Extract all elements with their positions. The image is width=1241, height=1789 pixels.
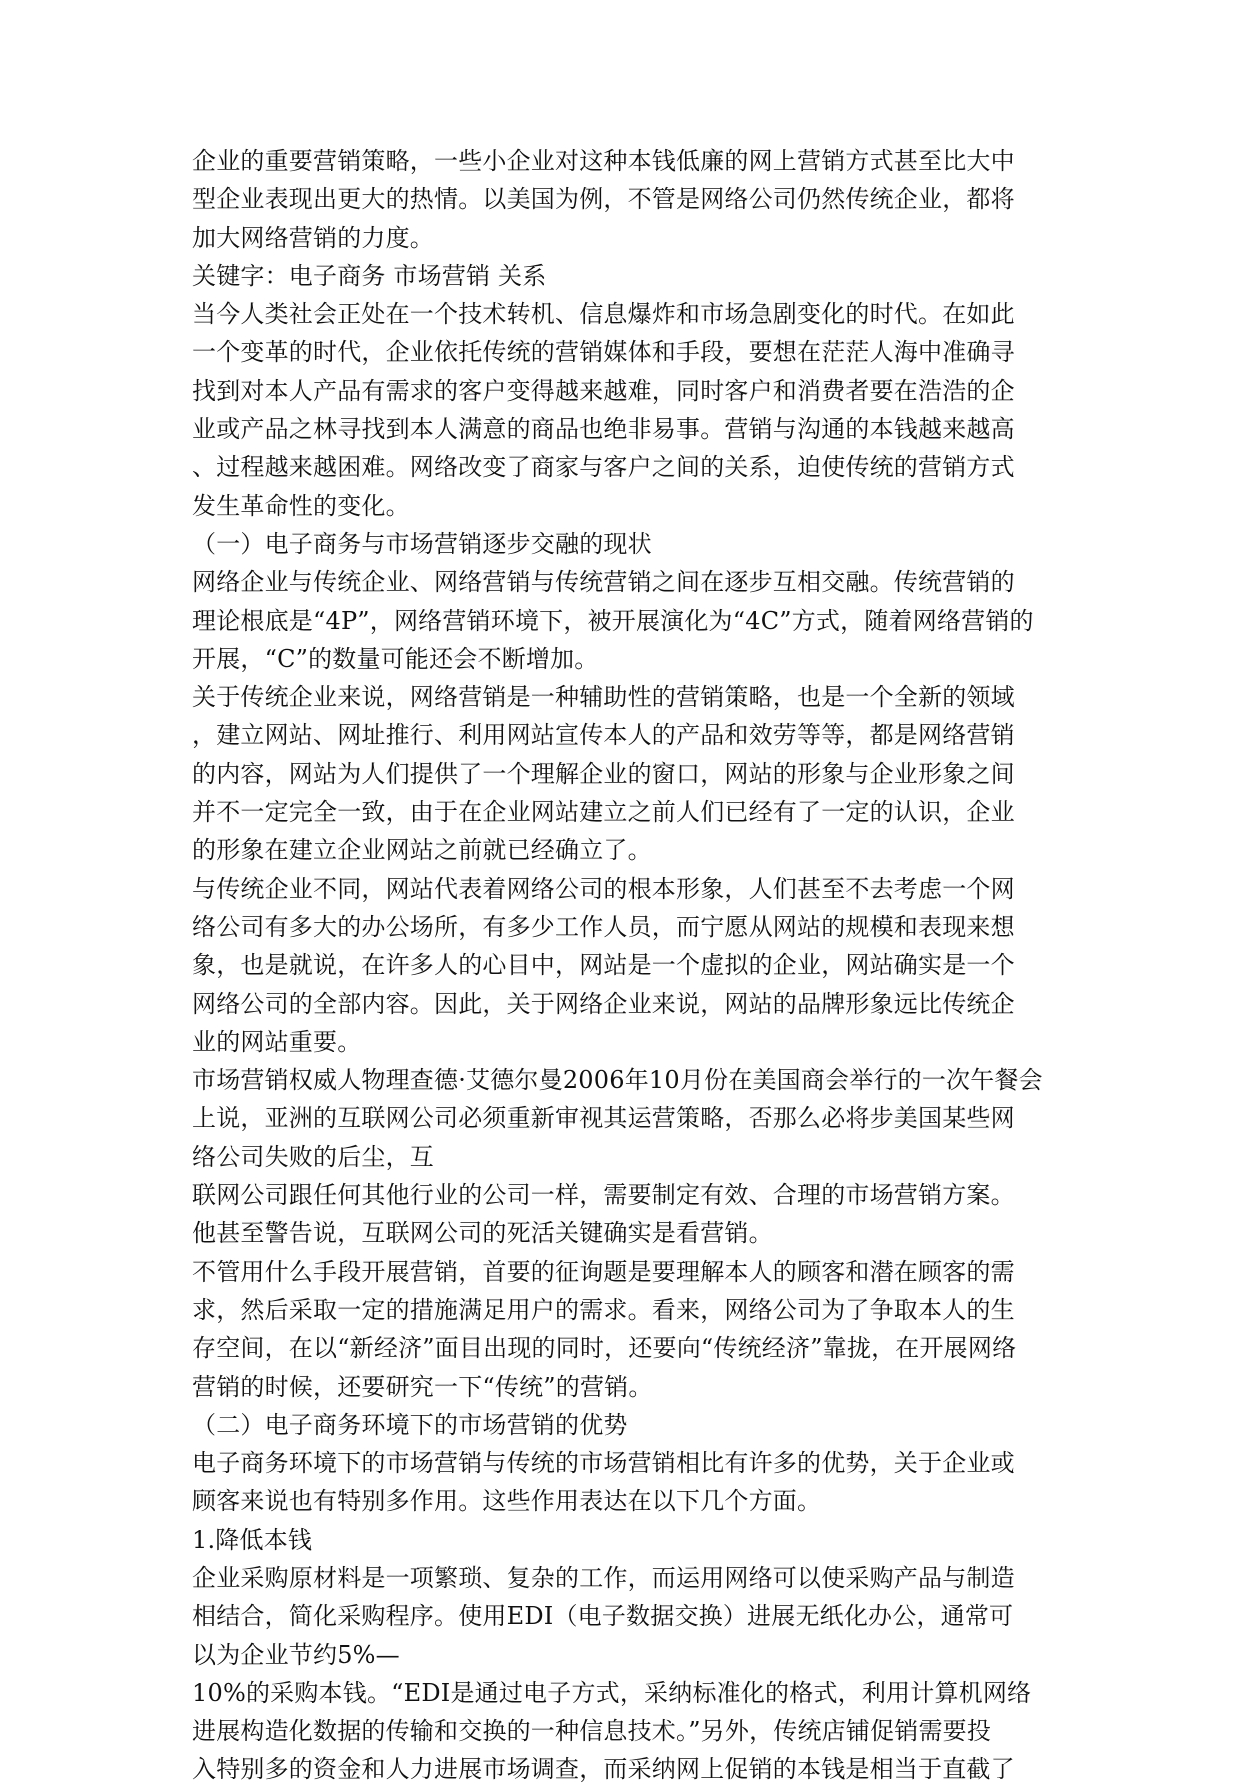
text-line: 相结合，简化采购程序。使用EDI（电子数据交换）进展无纸化办公，通常可 [192, 1602, 1014, 1631]
text-line: 业或产品之林寻找到本人满意的商品也绝非易事。营销与沟通的本钱越来越高 [192, 415, 1015, 444]
text-line: 的内容，网站为人们提供了一个理解企业的窗口，网站的形象与企业形象之间 [192, 759, 1015, 788]
text-line: 与传统企业不同，网站代表着网络公司的根本形象，人们甚至不去考虑一个网 [192, 874, 1015, 903]
text-line: 网络公司的全部内容。因此，关于网络企业来说，网站的品牌形象远比传统企 [192, 989, 1015, 1018]
section-heading: （一）电子商务与市场营销逐步交融的现状 [192, 529, 652, 558]
text-line: 联网公司跟任何其他行业的公司一样，需要制定有效、合理的市场营销方案。 [192, 1181, 1015, 1210]
text-line: 络公司失败的后尘，互 [192, 1142, 434, 1171]
text-line: 理论根底是“4P”，网络营销环境下，被开展演化为“4C”方式，随着网络营销的 [192, 606, 1034, 635]
text-line: 上说，亚洲的互联网公司必须重新审视其运营策略，否那么必将步美国某些网 [192, 1104, 1015, 1133]
text-line: 找到对本人产品有需求的客户变得越来越难，同时客户和消费者要在浩浩的企 [192, 376, 1015, 405]
subsection-heading: 1.降低本钱 [192, 1525, 313, 1554]
text-line: 当今人类社会正处在一个技术转机、信息爆炸和市场急剧变化的时代。在如此 [192, 300, 1015, 329]
text-line: 营销的时候，还要研究一下“传统”的营销。 [192, 1372, 653, 1401]
text-line: 业的网站重要。 [192, 1027, 362, 1056]
text-line: ，建立网站、网址推行、利用网站宣传本人的产品和效劳等等，都是网络营销 [192, 721, 1015, 750]
text-line: 电子商务环境下的市场营销与传统的市场营销相比有许多的优势，关于企业或 [192, 1449, 1015, 1478]
text-line: 关于传统企业来说，网络营销是一种辅助性的营销策略，也是一个全新的领域 [192, 683, 1015, 712]
text-line: 他甚至警告说，互联网公司的死活关键确实是看营销。 [192, 1219, 773, 1248]
text-line: 进展构造化数据的传输和交换的一种信息技术。”另外，传统店铺促销需要投 [192, 1717, 992, 1746]
text-line: 企业的重要营销策略，一些小企业对这种本钱低廉的网上营销方式甚至比大中 [192, 147, 1015, 175]
keywords-line: 关键字：电子商务 市场营销 关系 [192, 261, 547, 290]
text-line: 、过程越来越困难。网络改变了商家与客户之间的关系，迫使传统的营销方式 [192, 453, 1015, 482]
text-line: 顾客来说也有特别多作用。这些作用表达在以下几个方面。 [192, 1487, 822, 1516]
text-line: 加大网络营销的力度。 [192, 223, 434, 252]
text-line: 的形象在建立企业网站之前就已经确立了。 [192, 836, 652, 865]
text-line: 一个变革的时代，企业依托传统的营销媒体和手段，要想在茫茫人海中准确寻 [192, 338, 1015, 367]
section-heading: （二）电子商务环境下的市场营销的优势 [192, 1410, 628, 1439]
text-line: 入特别多的资金和人力进展市场调查，而采纳网上促销的本钱是相当于直截了 [192, 1755, 1015, 1784]
text-line: 开展，“C”的数量可能还会不断增加。 [192, 644, 599, 673]
text-line: 发生革命性的变化。 [192, 491, 410, 520]
text-line: 市场营销权威人物理查德·艾德尔曼2006年10月份在美国商会举行的一次午餐会 [192, 1066, 1043, 1095]
text-line: 以为企业节约5%— [192, 1640, 400, 1669]
text-line: 求，然后采取一定的措施满足用户的需求。看来，网络公司为了争取本人的生 [192, 1295, 1015, 1324]
text-line: 络公司有多大的办公场所，有多少工作人员，而宁愿从网站的规模和表现来想 [192, 912, 1015, 941]
text-line: 不管用什么手段开展营销，首要的征询题是要理解本人的顾客和潜在顾客的需 [192, 1257, 1015, 1286]
text-line: 型企业表现出更大的热情。以美国为例，不管是网络公司仍然传统企业，都将 [192, 185, 1015, 214]
text-line: 企业采购原材料是一项繁琐、复杂的工作，而运用网络可以使采购产品与制造 [192, 1563, 1015, 1592]
text-line: 象，也是就说，在许多人的心目中，网站是一个虚拟的企业，网站确实是一个 [192, 951, 1015, 980]
text-line: 存空间，在以“新经济”面目出现的同时，还要向“传统经济”靠拢，在开展网络 [192, 1334, 1017, 1363]
body-text [192, 142, 1057, 1789]
text-line: 10%的采购本钱。“EDI是通过电子方式，采纳标准化的格式，利用计算机网络 [192, 1678, 1032, 1707]
text-line: 并不一定完全一致，由于在企业网站建立之前人们已经有了一定的认识，企业 [192, 798, 1015, 827]
text-line: 网络企业与传统企业、网络营销与传统营销之间在逐步互相交融。传统营销的 [192, 568, 1015, 597]
